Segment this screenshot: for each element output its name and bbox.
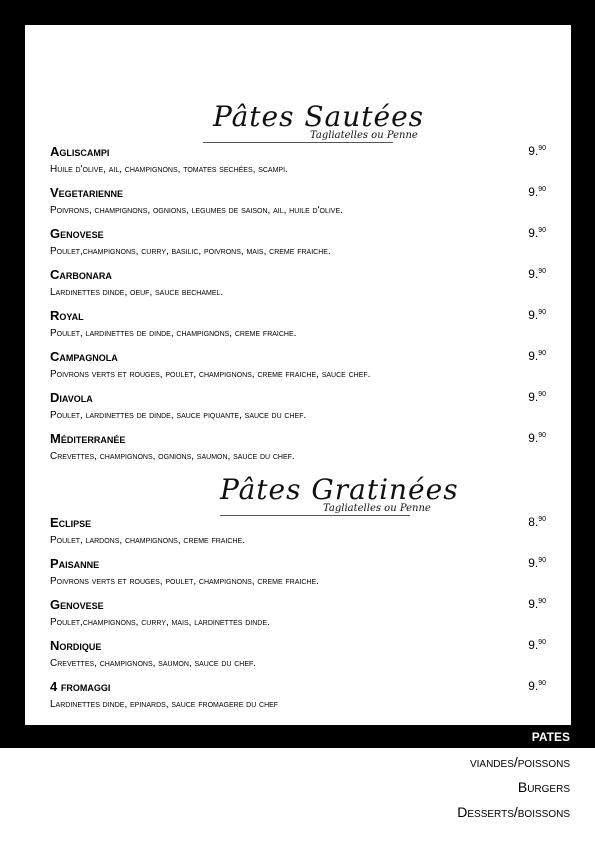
menu-list-sautees: [25, 144, 571, 472]
menu-item: [25, 431, 571, 472]
item-name: Campagnola: [50, 349, 118, 364]
nav-item-viandes-poissons[interactable]: viandes/poissons: [469, 754, 570, 770]
item-name: Nordique: [50, 638, 102, 653]
item-description: Lardinettes dinde, oeuf, sauce bechamel.: [50, 287, 224, 298]
item-description: Poulet, lardinettes de dinde, champignons, creme fraiche.: [50, 328, 297, 339]
section-subtitle: Tagliatelles ou Penne: [323, 503, 431, 514]
item-description: Poulet,champignons, curry, mais, lardinettes dinde.: [50, 617, 270, 628]
item-description: Crevettes, champignons, ognions, saumon, sauce du chef.: [50, 451, 295, 462]
item-price: 9.90: [528, 349, 546, 363]
menu-item: [25, 267, 571, 308]
item-price: 8.90: [528, 515, 546, 529]
item-description: Poivrons, champignons, ognions, legumes de saison, ail, huile d'olive.: [50, 205, 343, 216]
item-name: Paisanne: [50, 556, 100, 571]
item-price: 9.90: [528, 390, 546, 404]
item-name: 4 fromaggi: [50, 679, 111, 694]
section-heading-gratinees: [25, 473, 571, 521]
item-price: 9.90: [528, 144, 546, 158]
item-price: 9.90: [528, 556, 546, 570]
menu-item: [25, 349, 571, 390]
nav-item-burgers[interactable]: Burgers: [517, 779, 570, 795]
menu-item: [25, 308, 571, 349]
section-title: Pâtes Gratinées: [220, 473, 459, 506]
item-name: Genovese: [50, 597, 104, 612]
menu-item: [25, 185, 571, 226]
menu-list-gratinees: [25, 515, 571, 720]
item-price: 9.90: [528, 597, 546, 611]
section-subtitle: Tagliatelles ou Penne: [310, 130, 418, 141]
menu-item: [25, 515, 571, 556]
item-description: Poivrons verts et rouges, poulet, champignons, creme fraiche, sauce chef.: [50, 369, 371, 380]
menu-item: [25, 226, 571, 267]
item-description: Lardinettes dinde, epinards, sauce fromagere du chef: [50, 699, 279, 710]
section-heading-sautees: [25, 100, 571, 148]
menu-panel: [25, 25, 571, 725]
menu-item: [25, 556, 571, 597]
item-price: 9.90: [528, 679, 546, 693]
item-name: Eclipse: [50, 515, 92, 530]
menu-item: [25, 144, 571, 185]
item-name: Agliscampi: [50, 144, 110, 159]
section-title: Pâtes Sautées: [213, 100, 425, 133]
menu-item: [25, 390, 571, 431]
item-price: 9.90: [528, 431, 546, 445]
item-price: 9.90: [528, 267, 546, 281]
item-description: Poulet,champignons, curry, basilic, poivrons, mais, creme fraiche.: [50, 246, 331, 257]
nav-item-desserts-boissons[interactable]: Desserts/boissons: [457, 804, 570, 820]
title-underline: [203, 142, 393, 143]
item-name: Vegetarienne: [50, 185, 124, 200]
item-name: Genovese: [50, 226, 104, 241]
item-description: Huile d'olive, ail, champignons, tomates sechées, scampi.: [50, 164, 288, 175]
item-name: Carbonara: [50, 267, 112, 282]
item-name: Royal: [50, 308, 84, 323]
item-description: Poivrons verts et rouges, poulet, champignons, creme fraiche.: [50, 576, 319, 587]
item-description: Poulet, lardons, champignons, creme fraiche.: [50, 535, 245, 546]
item-description: Poulet, lardinettes de dinde, sauce piquante, sauce du chef.: [50, 410, 307, 421]
item-price: 9.90: [528, 308, 546, 322]
item-name: Méditerranée: [50, 431, 126, 446]
menu-item: [25, 597, 571, 638]
item-price: 9.90: [528, 638, 546, 652]
menu-item: [25, 679, 571, 720]
item-name: Diavola: [50, 390, 93, 405]
item-price: 9.90: [528, 226, 546, 240]
menu-item: [25, 638, 571, 679]
item-price: 9.90: [528, 185, 546, 199]
item-description: Crevettes, champignons, saumon, sauce du chef.: [50, 658, 257, 669]
nav-item-pates[interactable]: PATES: [531, 730, 570, 744]
